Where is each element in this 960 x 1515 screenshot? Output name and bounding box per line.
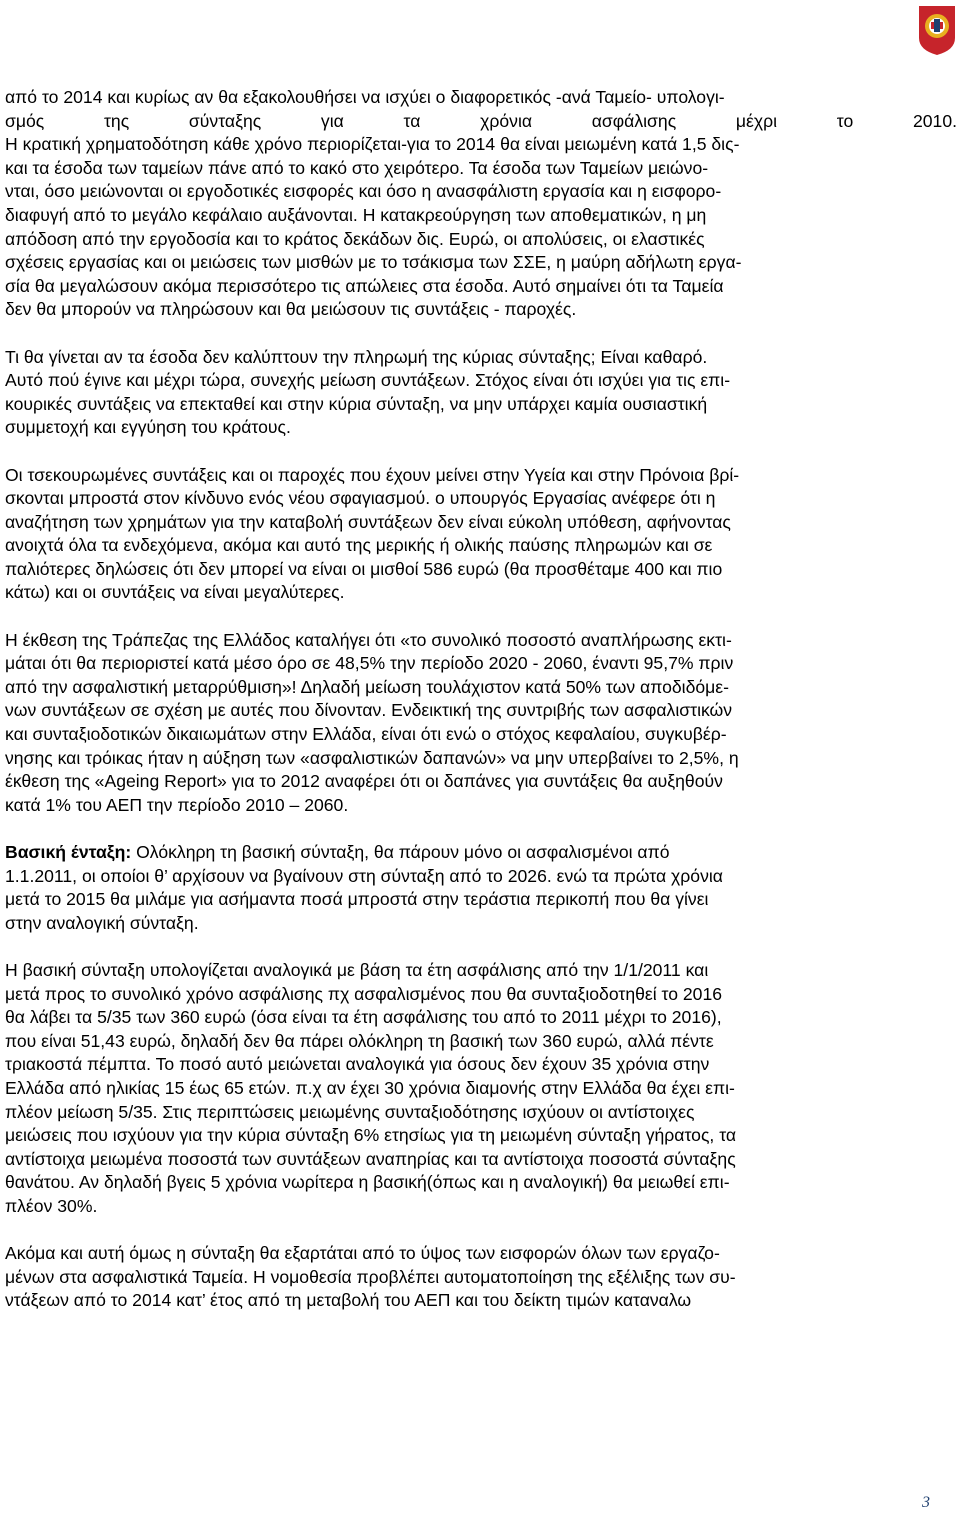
paragraph-contributions: [5, 1242, 957, 1313]
paragraph-benefits: [5, 464, 957, 606]
paragraph-main-pension: [5, 346, 957, 440]
document-body: [5, 86, 957, 1313]
text-line: κουρικές συντάξεις να επεκταθεί και στην κύρια σύνταξη, να μην υπάρχει καμία ουσιαστική: [5, 393, 708, 414]
paragraph-basic-inclusion: [5, 841, 957, 935]
text-line: νων συντάξεων σε σχέση με αυτές που δίνονταν. Ενδεικτική της συντριβής των ασφαλιστικών: [5, 700, 733, 721]
text-line: αντίστοιχα μειωμένα ποσοστά των συντάξεων αναπηρίας και τα αντίστοιχα ποσοστά σύνταξης: [5, 1148, 736, 1169]
text-line: κάτω) και οι συντάξεις να είναι μεγαλύτερες.: [5, 582, 345, 603]
text-line: πλέον μείωση 5/35. Στις περιπτώσεις μειωμένης συνταξιοδότησης ισχύουν οι αντίστοιχες: [5, 1101, 695, 1122]
text-line: θανάτου. Αν δηλαδή βγεις 5 χρόνια νωρίτερα η βασική(όπως και η αναλογική) θα μειωθεί επι-: [5, 1172, 730, 1193]
text-line: δεν θα μπορούν να πληρώσουν και θα μειώσουν τις συντάξεις - παροχές.: [5, 299, 577, 320]
text-line: μειώσεις που ισχύουν για την κύρια σύνταξη 6% ετησίως για τη μειωμένη σύνταξη γήρατος, τα: [5, 1125, 737, 1146]
paragraph-bank-report: [5, 629, 957, 818]
text-line: αναζήτηση των χρημάτων για την καταβολή συντάξεων δεν είναι εύκολη υπόθεση, αφήνοντας: [5, 511, 731, 532]
text-line: Ολόκληρη τη βασική σύνταξη, θα πάρουν μόνο οι ασφαλισμένοι από: [131, 842, 670, 862]
text-line: ανοιχτά όλα τα ενδεχόμενα, ακόμα και αυτό της μερικής ή ολικής παύσης πληρωμών και σε: [5, 535, 713, 556]
text-line: Η βασική σύνταξη υπολογίζεται αναλογικά με βάση τα έτη ασφάλισης από την 1/1/2011 και: [5, 959, 709, 980]
text-line: 1.1.2011, οι οποίοι θ’ αρχίσουν να βγαίνουν στη σύνταξη από το 2026. ενώ τα πρώτα χρόνια: [5, 865, 723, 886]
paragraph-basic-calculation: [5, 959, 957, 1219]
text-line: Η έκθεση της Τράπεζας της Ελλάδος καταλήγει ότι «το συνολικό ποσοστό αναπλήρωσης εκτι-: [5, 629, 732, 650]
text-line: Η κρατική χρηματοδότηση κάθε χρόνο περιορίζεται-για το 2014 θα είναι μειωμένη κατά 1,5 δις-: [5, 134, 740, 155]
text-line: νησης και τρόικας ήταν η αύξηση των «ασφαλιστικών δαπανών» να μην υπερβαίνει το 2,5%, η: [5, 747, 739, 768]
text-line: σκονται μπροστά στον κίνδυνο ενός νέου σφαγιασμού. ο υπουργός Εργασίας ανέφερε ότι η: [5, 488, 716, 509]
text-line: απόδοση από την εργοδοσία και το κράτος δεκάδων δις. Ευρώ, οι απολύσεις, οι ελαστικές: [5, 228, 705, 249]
text-line: νται, όσο μειώνονται οι εργοδοτικές εισφορές και όσο η ανασφάλιστη εργασία και η εισφορο-: [5, 181, 722, 202]
paragraph-revenue: [5, 86, 957, 322]
text-line: και συνταξιοδοτικών δικαιωμάτων στην Ελλάδα, είναι ότι ενώ ο στόχος κεφαλαίου, συγκυβέρ-: [5, 724, 727, 745]
text-line: Τι θα γίνεται αν τα έσοδα δεν καλύπτουν την πληρωμή της κύριας σύνταξης; Είναι καθαρό.: [5, 346, 708, 367]
text-line: από το 2014 και κυρίως αν θα εξακολουθήσει να ισχύει ο διαφορετικός -ανά Ταμείο- υπολογι-: [5, 87, 725, 107]
text-line: Ακόμα και αυτή όμως η σύνταξη θα εξαρτάται από το ύψος των εισφορών όλων των εργαζο-: [5, 1243, 720, 1264]
text-line: κατά 1% του ΑΕΠ την περίοδο 2010 – 2060.: [5, 794, 349, 815]
text-line: Ελλάδα από ηλικίας 15 έως 65 ετών. π.χ αν έχει 30 χρόνια διαμονής στην Ελλάδα θα έχει επι-: [5, 1077, 735, 1098]
text-line: σχέσεις εργασίας και οι μειώσεις των μισθών με το τσάκισμα των ΣΣΕ, η μαύρη αδήλωτη εργα-: [5, 252, 742, 273]
text-line: που είναι 51,43 ευρώ, δηλαδή δεν θα πάρει ολόκληρη τη βασική των 360 ευρώ, αλλά πέντε: [5, 1030, 714, 1051]
text-line: Οι τσεκουρωμένες συντάξεις και οι παροχές που έχουν μείνει στην Υγεία και στην Πρόνοια βρί-: [5, 464, 740, 485]
text-line: και τα έσοδα των ταμείων πάνε από το κακό στο χειρότερο. Τα έσοδα των Ταμείων μειώνο-: [5, 157, 709, 178]
text-line: σμός της σύνταξης για τα χρόνια ασφάλισης μέχρι το 2010.: [5, 110, 957, 131]
text-line: παλιότερες δηλώσεις ότι δεν μπορεί να είναι οι μισθοί 586 ευρώ (θα προσθέταμε 400 και πιο: [5, 558, 723, 579]
text-line: μετά προς το συνολικό χρόνο ασφάλισης πχ ασφαλισμένος που θα συνταξιοδοτηθεί το 2016: [5, 983, 723, 1004]
page-number: 3: [922, 1494, 930, 1511]
text-line: έκθεση της «Ageing Report» για το 2012 αναφέρει ότι οι δαπάνες για συντάξεις θα αυξηθούν: [5, 771, 723, 792]
text-line: θα λάβει τα 5/35 των 360 ευρώ (όσα είναι τα έτη ασφάλισης του από το 2011 μέχρι το 2016),: [5, 1007, 722, 1028]
text-line: διαφυγή από το μεγάλο κεφάλαιο αυξάνονται. Η κατακρεούργηση των αποθεματικών, η μη: [5, 204, 707, 225]
text-line: πλέον 30%.: [5, 1195, 98, 1216]
text-line: στην αναλογική σύνταξη.: [5, 912, 199, 933]
text-line: συμμετοχή και εγγύηση του κράτους.: [5, 417, 291, 438]
text-line: σία θα μεγαλώσουν ακόμα περισσότερο τις απώλειες στα έσοδα. Αυτό σημαίνει ότι τα Ταμεία: [5, 275, 724, 296]
text-line: μετά το 2015 θα μιλάμε για ασήμαντα ποσά μπροστά στην τεράστια περικοπή που θα γίνει: [5, 889, 709, 910]
text-line: μένων στα ασφαλιστικά Ταμεία. Η νομοθεσία προβλέπει αυτοματοποίηση της εξέλιξης των συ-: [5, 1266, 736, 1287]
bold-lead: Βασική ένταξη:: [5, 842, 132, 862]
organization-emblem-icon: [917, 4, 957, 56]
text-line: ντάξεων από το 2014 κατ’ έτος από τη μεταβολή του ΑΕΠ και του δείκτη τιμών καταναλω: [5, 1290, 692, 1311]
text-line: τριακοστά πέμπτα. Το ποσό αυτό μειώνεται αναλογικά για όσους δεν έχουν 35 χρόνια στην: [5, 1054, 710, 1075]
text-line: από την ασφαλιστική μεταρρύθμιση»! Δηλαδή μείωση τουλάχιστον κατά 50% των αποδιδόμε-: [5, 676, 730, 697]
text-line: μάται ότι θα περιοριστεί κατά μέσο όρο σε 48,5% την περίοδο 2020 - 2060, έναντι 95,7% πριν: [5, 653, 734, 674]
text-line: Αυτό πού έγινε και μέχρι τώρα, συνεχής μείωση συντάξεων. Στόχος είναι ότι ισχύει για τις επι-: [5, 370, 731, 391]
